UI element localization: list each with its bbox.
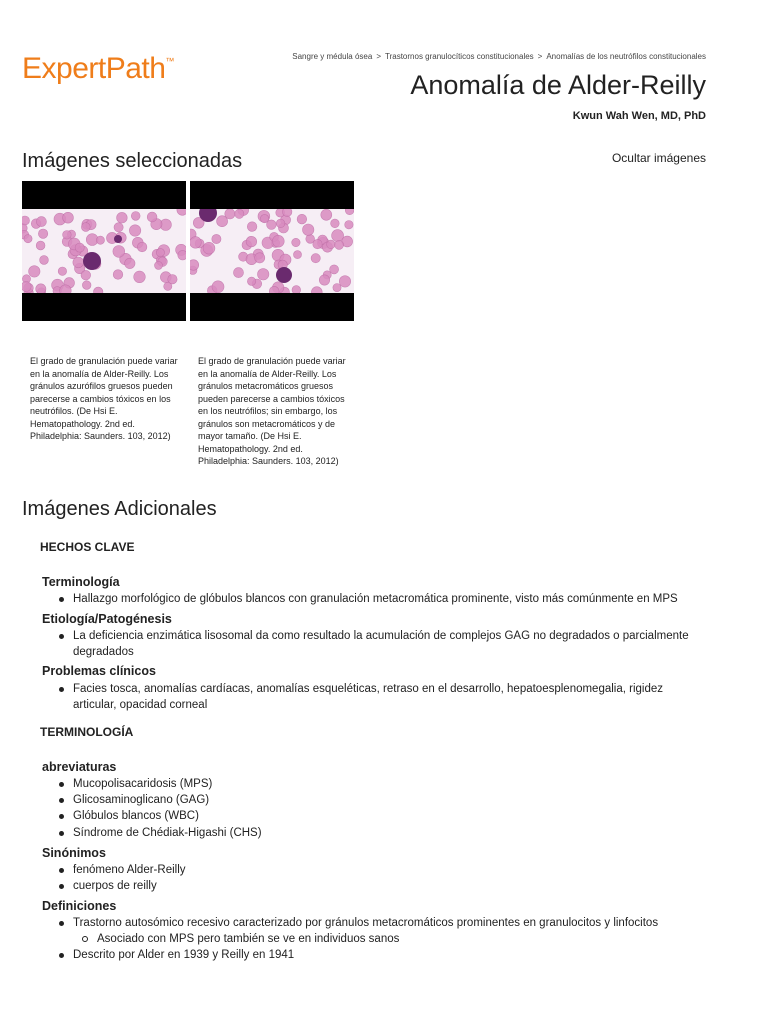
list-item: Hallazgo morfológico de glóbulos blancos con granulación metacromática prominente, visto más comúnmente en MPS <box>55 591 708 607</box>
breadcrumb-separator: > <box>376 52 381 61</box>
expertpath-logo[interactable] <box>22 52 174 86</box>
red-blood-cell <box>131 212 140 221</box>
red-blood-cell <box>29 266 40 277</box>
red-blood-cell <box>81 223 90 232</box>
red-blood-cell <box>276 219 285 228</box>
red-blood-cell <box>246 236 257 247</box>
red-blood-cell <box>22 282 31 292</box>
red-blood-cell <box>125 258 135 268</box>
breadcrumb-separator: > <box>537 52 543 61</box>
abbreviations-heading: abreviaturas <box>42 760 117 774</box>
red-blood-cell <box>147 212 157 222</box>
white-blood-cell <box>114 235 122 243</box>
white-blood-cell <box>276 267 292 283</box>
list-item: La deficiencia enzimática lisosomal da como resultado la acumulación de complejos GAG no degradados o parcialmente degradados <box>55 628 708 660</box>
red-blood-cell <box>75 243 84 252</box>
red-blood-cell <box>335 240 344 249</box>
red-blood-cell <box>81 270 91 280</box>
breadcrumb-item-neutrophil[interactable]: Anomalías de los neutrófilos constitucionales <box>546 52 706 61</box>
list-item: Facies tosca, anomalías cardíacas, anomalías esqueléticas, retraso en el desarrollo, hepatoesplenomegalia, rigidez articular, opacidad corneal <box>55 681 708 713</box>
breadcrumb-item-granulocytic[interactable]: Trastornos granulocíticos constitucionales <box>385 52 534 61</box>
red-blood-cell <box>113 246 125 258</box>
red-blood-cell <box>190 260 199 271</box>
logo-text: ExpertPath <box>22 52 166 85</box>
red-blood-cell <box>137 242 147 252</box>
red-blood-cell <box>22 216 30 225</box>
red-blood-cell <box>24 235 32 243</box>
red-blood-cell <box>297 214 307 224</box>
red-blood-cell <box>96 236 104 244</box>
red-blood-cell <box>178 250 186 260</box>
red-blood-cell <box>234 268 244 278</box>
kf-terminology-list <box>55 591 708 607</box>
list-item: cuerpos de reilly <box>55 878 708 894</box>
red-blood-cell <box>156 248 164 256</box>
red-blood-cell <box>339 276 350 287</box>
red-blood-cell <box>36 217 46 227</box>
figure-2-caption: El grado de granulación puede variar en la anomalía de Alder-Reilly. Los gránulos metacromáticos gruesos pueden parecerse a cambios tóxicos en los neutrófilos; sin embargo, los gránulos son metacromáticos y de mayor tamaño. (De Hsi E. Hematopathology. 2nd ed. Philadelphia: Saunders. 103, 2012) <box>198 356 346 466</box>
red-blood-cell <box>247 222 257 232</box>
additional-images-heading: Imágenes Adicionales <box>22 498 217 520</box>
breadcrumb-item-blood[interactable]: Sangre y médula ósea <box>292 52 373 61</box>
selected-images-heading: Imágenes seleccionadas <box>22 150 243 172</box>
kf-clinical-heading: Problemas clínicos <box>42 664 156 678</box>
terminology-heading: TERMINOLOGÍA <box>40 725 134 739</box>
white-blood-cell <box>83 252 101 270</box>
list-item: Descrito por Alder en 1939 y Reilly en 1941 <box>55 947 708 963</box>
red-blood-cell <box>331 219 340 228</box>
red-blood-cell <box>269 286 279 293</box>
figure-1-image[interactable] <box>22 181 186 321</box>
red-blood-cell <box>203 242 215 254</box>
red-blood-cell <box>82 281 91 290</box>
red-blood-cell <box>40 256 49 265</box>
red-blood-cell <box>311 254 320 263</box>
list-item: Síndrome de Chédiak-Higashi (CHS) <box>55 825 708 841</box>
red-blood-cell <box>321 209 332 220</box>
list-item: Glicosaminoglicano (GAG) <box>55 792 708 808</box>
list-item: Glóbulos blancos (WBC) <box>55 808 708 824</box>
red-blood-cell <box>36 241 45 250</box>
page-title: Anomalía de Alder-Reilly <box>410 70 706 100</box>
red-blood-cell <box>267 220 277 230</box>
red-blood-cell <box>255 253 265 263</box>
definitions-heading: Definiciones <box>42 899 117 913</box>
red-blood-cell <box>292 286 301 293</box>
red-blood-cell <box>247 277 255 285</box>
red-blood-cell <box>38 229 47 238</box>
red-blood-cell <box>129 225 140 236</box>
red-blood-cell <box>134 271 146 283</box>
red-blood-cell <box>58 267 66 275</box>
red-blood-cell <box>292 238 300 246</box>
figure-1-caption: El grado de granulación puede variar en la anomalía de Alder-Reilly. Los gránulos azurófilos gruesos pueden parecerse a cambios tóxicos en los neutrófilos. (De Hsi E. Hematopathology. 2nd ed. Philadelphia: Saunders. 103, 2012) <box>30 356 178 441</box>
red-blood-cell <box>212 234 221 243</box>
blood-smear-image-1 <box>22 209 186 293</box>
figure-2-image[interactable] <box>190 181 354 321</box>
logo-trademark: ™ <box>165 56 174 66</box>
red-blood-cell <box>303 224 314 235</box>
red-blood-cell <box>294 251 302 259</box>
author-name: Kwun Wah Wen, MD, PhD <box>572 110 706 122</box>
definitions-list <box>55 915 708 964</box>
figure-2 <box>190 181 354 468</box>
red-blood-cell <box>63 212 74 223</box>
red-blood-cell <box>117 212 128 223</box>
red-blood-cell <box>155 261 163 269</box>
red-blood-cell <box>272 235 284 247</box>
breadcrumb <box>292 52 706 61</box>
abbreviations-list <box>55 776 708 841</box>
red-blood-cell <box>212 281 224 293</box>
red-blood-cell <box>313 239 322 248</box>
key-facts-heading: HECHOS CLAVE <box>40 540 135 554</box>
red-blood-cell <box>63 231 72 240</box>
red-blood-cell <box>283 209 292 217</box>
hide-images-link[interactable]: Ocultar imágenes <box>611 151 706 165</box>
red-blood-cell <box>36 284 46 293</box>
synonyms-list <box>55 862 708 894</box>
kf-clinical-list <box>55 681 708 713</box>
blood-smear-image-2 <box>190 209 354 293</box>
red-blood-cell <box>235 209 244 218</box>
red-blood-cell <box>345 221 353 229</box>
red-blood-cell <box>168 275 177 284</box>
red-blood-cell <box>345 209 354 215</box>
red-blood-cell <box>327 240 336 249</box>
red-blood-cell <box>217 216 228 227</box>
red-blood-cell <box>330 265 339 274</box>
red-blood-cell <box>258 269 269 280</box>
synonyms-heading: Sinónimos <box>42 846 106 860</box>
kf-etiology-list <box>55 628 708 660</box>
red-blood-cell <box>319 275 329 285</box>
list-item: Trastorno autosómico recesivo caracterizado por gránulos metacromáticos prominentes en granulocitos y linfocitos <box>55 915 708 931</box>
figure-1 <box>22 181 186 443</box>
red-blood-cell <box>114 223 123 232</box>
list-item-nested: Asociado con MPS pero también se ve en individuos sanos <box>55 931 708 947</box>
kf-terminology-heading: Terminología <box>42 575 120 589</box>
kf-etiology-heading: Etiología/Patogénesis <box>42 612 172 626</box>
red-blood-cell <box>190 237 201 249</box>
red-blood-cell <box>333 284 341 292</box>
list-item: fenómeno Alder-Reilly <box>55 862 708 878</box>
list-item: Mucopolisacaridosis (MPS) <box>55 776 708 792</box>
red-blood-cell <box>113 270 123 280</box>
